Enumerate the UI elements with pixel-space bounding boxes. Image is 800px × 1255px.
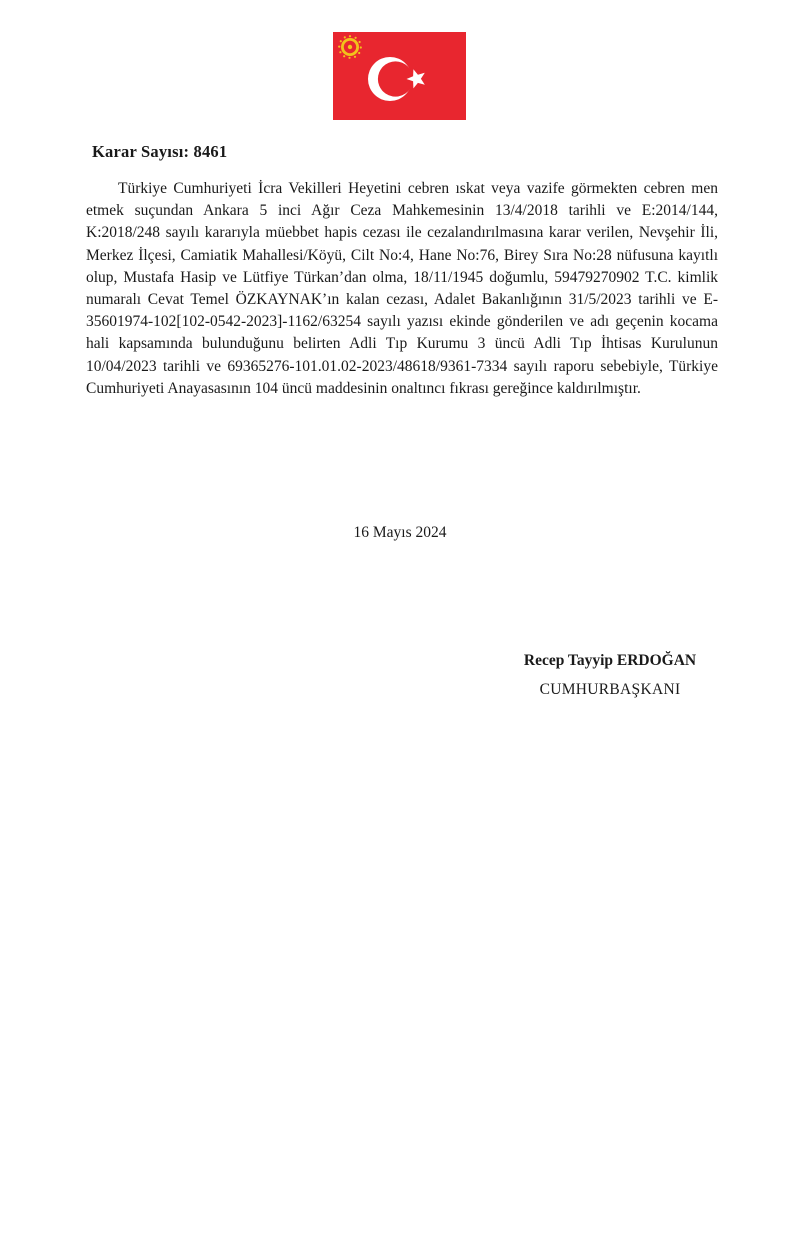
- decision-body-paragraph: Türkiye Cumhuriyeti İcra Vekilleri Heyetini cebren ıskat veya vazife görmekten cebren men etmek suçundan Ankara 5 inci Ağır Ceza Mahkemesinin 13/4/2018 tarihli ve E:2014/144, K:2018/248 sayılı kararıyla müebbet hapis cezası ile cezalandırılmasına karar verilen, Nevşehir İli, Merkez İlçesi, Camiatik Mahallesi/Köyü, Cilt No:4, Hane No:76, Birey Sıra No:28 nüfusuna kayıtlı olup, Mustafa Hasip ve Lütfiye Türkan’dan olma, 18/11/1945 doğumlu, 59479270902 T.C. kimlik numaralı Cevat Temel ÖZKAYNAK’ın kalan cezası, Adalet Bakanlığının 31/5/2023 tarihli ve E-35601974-102[102-0542-2023]-1162/63254 sayılı yazısı ekinde gönderilen ve adı geçenin kocama hali kapsamında bulunduğunu belirten Adli Tıp Kurumu 3 üncü Adli Tıp İhtisas Kurulunun 10/04/2023 tarihli ve 69365276-101.01.02-2023/48618/9361-7334 sayılı raporu sebebiyle, Türkiye Cumhuriyeti Anayasasının 104 üncü maddesinin onaltıncı fıkrası gereğince kaldırılmıştır.: [86, 180, 718, 397]
- decision-date: 16 Mayıs 2024: [353, 524, 447, 541]
- signatory-name: Recep Tayyip ERDOĞAN: [523, 652, 697, 669]
- decision-number: Karar Sayısı: 8461: [92, 142, 228, 161]
- turkish-flag-emblem: [333, 32, 466, 120]
- signatory-title: CUMHURBAŞKANI: [539, 681, 681, 698]
- signature-block: [460, 650, 760, 701]
